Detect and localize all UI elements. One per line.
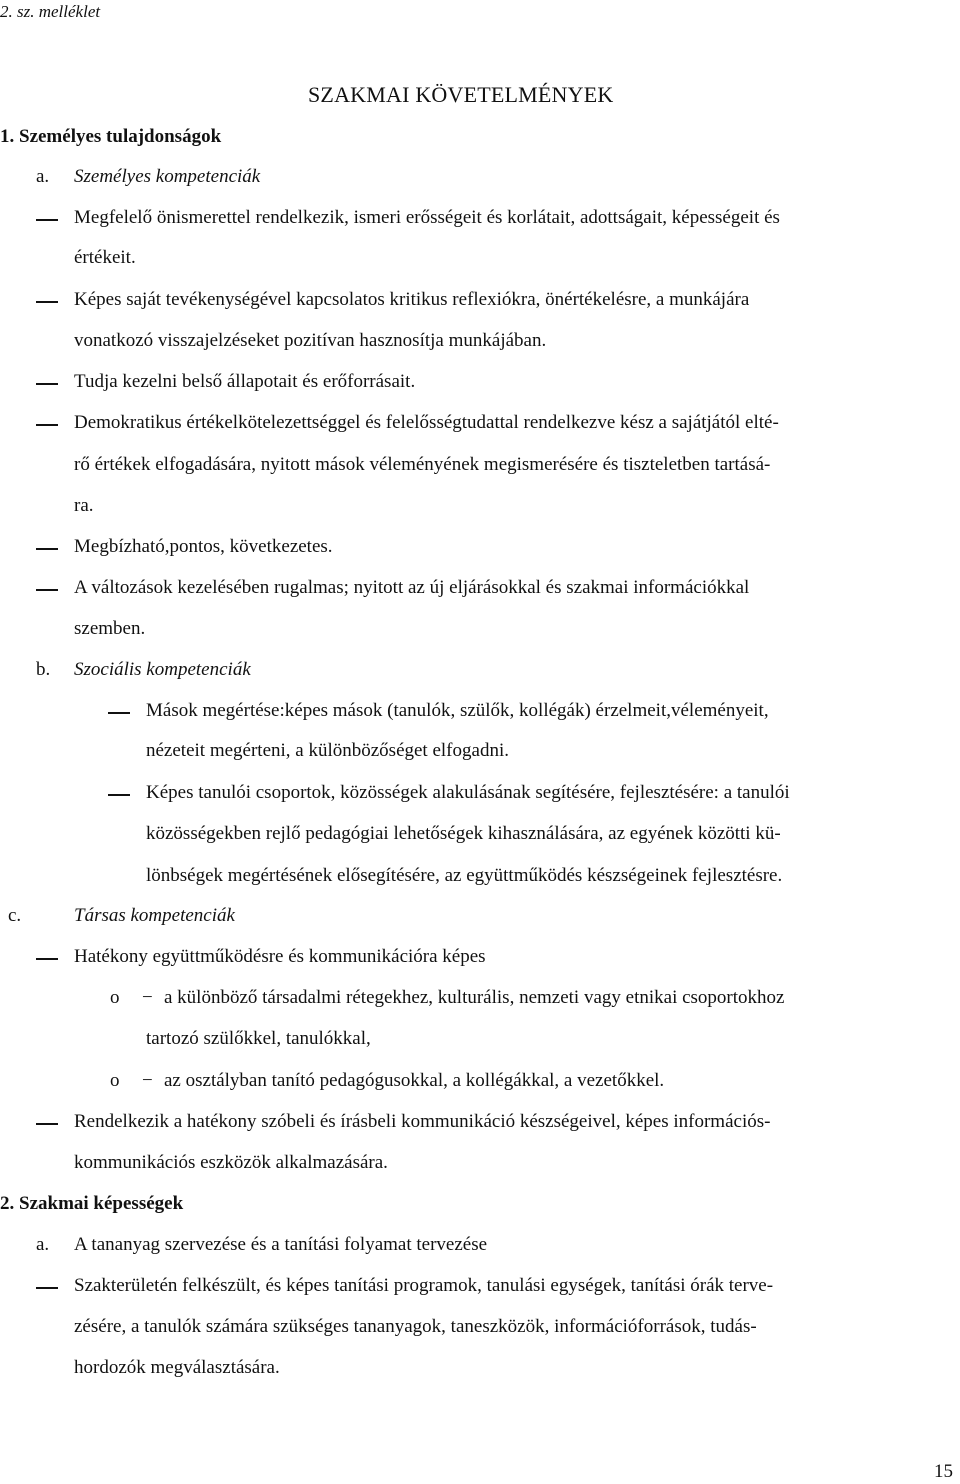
bullet-line: Képes saját tevékenységével kapcsolatos kritikus reflexiókra, önértékelésre, a munkájára [74,289,750,310]
bullet-line: kommunikációs eszközök alkalmazására. [74,1152,388,1173]
bullet-line: Demokratikus értékelkötelezettséggel és felelősségtudattal rendelkezve kész a sajátjától elté- [74,412,779,433]
bullet-dash [36,1123,58,1125]
bullet-dash [36,383,58,385]
subsection-a-title: Személyes kompetenciák [74,166,261,187]
bullet-line: rő értékek elfogadására, nyitott mások véleményének megismerésére és tiszteletben tartásá- [74,454,771,475]
bullet-line: közösségekben rejlő pedagógiai lehetőségek kihasználására, az egyének közötti kü- [146,823,781,844]
section-1-heading: 1. Személyes tulajdonságok [0,126,222,147]
bullet-line: zésére, a tanulók számára szükséges tananyagok, taneszközök, információforrások, tudás- [74,1316,757,1337]
subsection-a-title: A tananyag szervezése és a tanítási folyamat tervezése [74,1234,488,1255]
section-2-heading: 2. Szakmai képességek [0,1193,184,1214]
bullet-line: Tudja kezelni belső állapotait és erőforrásait. [74,371,416,392]
page-title: SZAKMAI KÖVETELMÉNYEK [308,82,614,107]
bullet-line: ra. [74,495,94,516]
attachment-note: 2. sz. melléklet [0,2,101,21]
sub-bullet-line: tartozó szülőkkel, tanulókkal, [146,1028,371,1049]
bullet-dash [108,712,130,714]
bullet-dash [36,219,58,221]
bullet-line: Rendelkezik a hatékony szóbeli és írásbeli kommunikáció készségeivel, képes információs- [74,1111,771,1132]
bullet-line: Mások megértése:képes mások (tanulók, szülők, kollégák) érzelmeit,véleményeit, [146,700,769,721]
bullet-line: vonatkozó visszajelzéseket pozitívan hasznosítja munkájában. [74,330,547,351]
circle-bullet-marker: o [110,1070,120,1091]
bullet-dash [108,794,130,796]
bullet-line: szemben. [74,618,146,639]
bullet-dash [36,1287,58,1289]
bullet-line: nézeteit megérteni, a különbözőséget elfogadni. [146,740,509,761]
bullet-dash [36,424,58,426]
bullet-line: Hatékony együttműködésre és kommunikációra képes [74,946,486,967]
subsection-b-title: Szociális kompetenciák [74,659,251,680]
bullet-line: hordozók megválasztására. [74,1357,280,1378]
bullet-line: Megbízható,pontos, következetes. [74,536,333,557]
bullet-line: értékeit. [74,247,136,268]
bullet-line: lönbségek megértésének elősegítésére, az együttműködés készségeinek fejlesztésre. [146,865,783,886]
subsection-a-marker: a. [36,166,50,187]
bullet-line: Megfelelő önismerettel rendelkezik, ismeri erősségeit és korlátait, adottságait, képességeit és [74,207,780,228]
bullet-dash [36,301,58,303]
bullet-dash [36,958,58,960]
sub-dash: − [142,1070,153,1091]
subsection-a-marker: a. [36,1234,50,1255]
sub-bullet-line: a különböző társadalmi rétegekhez, kulturális, nemzeti vagy etnikai csoportokhoz [164,987,785,1008]
subsection-b-marker: b. [36,659,51,680]
bullet-line: Szakterületén felkészült, és képes tanítási programok, tanulási egységek, tanítási órák terve- [74,1275,774,1296]
page-number: 15 [934,1461,953,1482]
sub-bullet-line: az osztályban tanító pedagógusokkal, a kollégákkal, a vezetőkkel. [164,1070,665,1091]
subsection-c-title: Társas kompetenciák [74,905,235,926]
bullet-line: Képes tanulói csoportok, közösségek alakulásának segítésére, fejlesztésére: a tanulói [146,782,790,803]
sub-dash: − [142,987,153,1008]
subsection-c-marker: c. [8,905,22,926]
bullet-dash [36,548,58,550]
circle-bullet-marker: o [110,987,120,1008]
bullet-line: A változások kezelésében rugalmas; nyitott az új eljárásokkal és szakmai információkkal [74,577,750,598]
bullet-dash [36,589,58,591]
